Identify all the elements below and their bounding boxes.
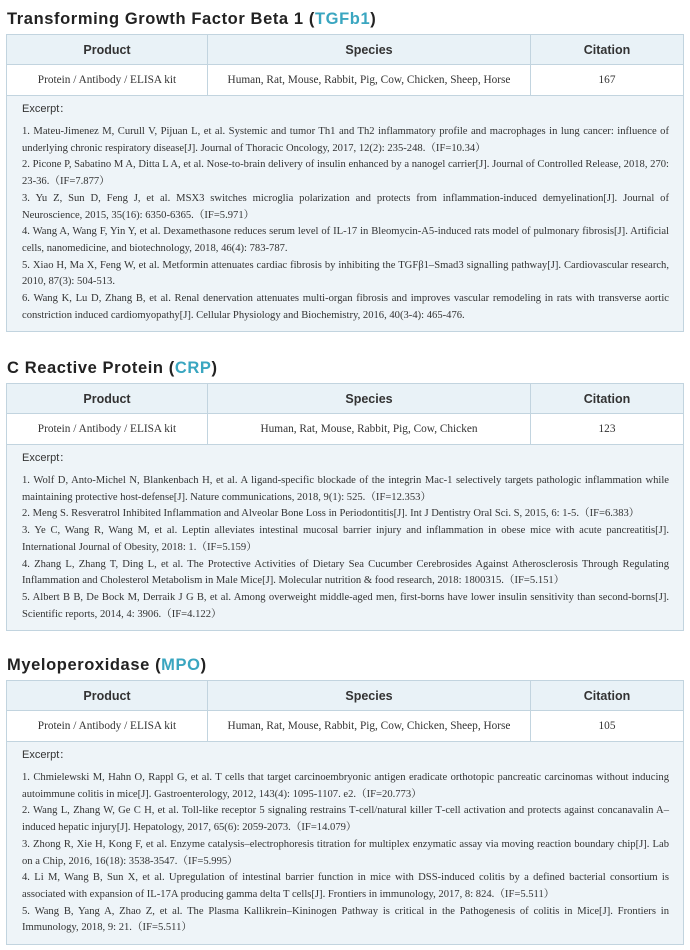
reference-item: 5. Albert B B, De Bock M, Derraik J G B, et al. Among overweight middle-aged men, first-borns have lower insulin sensitivity than second-borns[J]. Scientific reports, 2014, 4: 3906.（IF=4.122） bbox=[22, 591, 669, 620]
col-header-species: Species bbox=[208, 384, 531, 413]
product-table bbox=[6, 383, 684, 631]
section-title-text: Myeloperoxidase bbox=[7, 656, 150, 674]
cell-citation: 123 bbox=[598, 423, 616, 435]
section-title-text: C Reactive Protein bbox=[7, 359, 164, 377]
col-header-species: Species bbox=[208, 681, 531, 710]
reference-item: 2. Picone P, Sabatino M A, Ditta L A, et al. Nose-to-brain delivery of insulin enhanced by a nanogel carrier[J]. Journal of Controlled Release, 2018, 270: 23-36.（IF=7.877） bbox=[22, 159, 669, 188]
col-header-product: Product bbox=[7, 681, 208, 710]
reference-item: 4. Li M, Wang B, Sun X, et al. Upregulation of intestinal barrier function in mice with DSS-induced colitis by a defined bacterial consortium is associated with expansion of IL-17A producing gamma delta T cells[J]. Frontiers in immunology, 2017, 8: 824.（IF=5.511） bbox=[22, 872, 669, 900]
excerpt-label: Excerpt： bbox=[22, 749, 71, 761]
col-header-product: Product bbox=[7, 384, 208, 413]
reference-item: 4. Wang A, Wang F, Yin Y, et al. Dexamethasone reduces serum level of IL-17 in Bleomycin-A5-induced rats model of pulmonary fibrosis[J]. Artificial cells, nanomedicine, and biotechnology, 2018, 46(4): 783-787. bbox=[22, 226, 669, 254]
cell-product: Protein / Antibody / ELISA kit bbox=[7, 711, 208, 741]
cell-species: Human, Rat, Mouse, Rabbit, Pig, Cow, Chicken, Sheep, Horse bbox=[208, 711, 531, 741]
cell-product: Protein / Antibody / ELISA kit bbox=[7, 414, 208, 444]
reference-item: 2. Wang L, Zhang W, Ge C H, et al. Toll‐like receptor 5 signaling restrains T‐cell/natural killer T‐cell activation and protects against concanavalin A–induced hepatic injury[J]. Hepatology, 2017, 65(6): 2059-2073.（IF=14.079） bbox=[22, 805, 669, 834]
col-header-citation: Citation bbox=[583, 391, 631, 406]
table-header-row bbox=[7, 384, 683, 414]
cell-species: Human, Rat, Mouse, Rabbit, Pig, Cow, Chicken, Sheep, Horse bbox=[208, 65, 531, 95]
excerpt-panel bbox=[7, 445, 683, 630]
reference-item: 4. Zhang L, Zhang T, Ding L, et al. The Protective Activities of Dietary Sea Cucumber Cerebrosides Against Atherosclerosis Through Regulating Inflammation and Cholesterol Metabolism in Male Mice[J]. Molecular nutrition & food research, 2018: 1800315.（IF=5.151） bbox=[22, 558, 669, 587]
col-header-species: Species bbox=[208, 35, 531, 64]
reference-list bbox=[22, 473, 669, 623]
reference-item: 2. Meng S. Resveratrol Inhibited Inflammation and Alveolar Bone Loss in Periodontitis[J]. Int J Dentistry Oral Sci. S, 2015, 6: 1-5.（IF=6.383） bbox=[22, 508, 640, 520]
reference-item: 3. Zhong R, Xie H, Kong F, et al. Enzyme catalysis–electrophoresis titration for multiplex enzymatic assay via moving reaction boundary chip[J]. Lab on a Chip, 2016, 16(18): 3538-3547.（IF=5.995） bbox=[22, 838, 669, 867]
reference-item: 1. Mateu-Jimenez M, Curull V, Pijuan L, et al. Systemic and tumor Th1 and Th2 inflammatory profile and macrophages in lung cancer: influence of underlying chronic respiratory disease[J]. Journal of Thoracic Oncology, 2017, 12(2): 235-248.（IF=10.34） bbox=[22, 126, 669, 154]
section-abbr: TGFb1 bbox=[314, 10, 371, 28]
reference-item: 1. Chmielewski M, Hahn O, Rappl G, et al. T cells that target carcinoembryonic antigen eradicate orthotopic pancreatic carcinomas without inducing autoimmune colitis in mice[J]. Gastroenterology, 2012, 143(4): 1095-1107. e2.（IF=20.773） bbox=[22, 772, 669, 800]
reference-item: 3. Ye C, Wang R, Wang M, et al. Leptin alleviates intestinal mucosal barrier injury and inflammation in obese mice with acute pancreatitis[J]. International Journal of Obesity, 2018: 1.（IF=5.159） bbox=[22, 525, 669, 553]
reference-item: 1. Wolf D, Anto-Michel N, Blankenbach H, et al. A ligand-specific blockade of the integrin Mac-1 selectively targets pathologic inflammation while maintaining protective host-defense[J]. Nature communications, 2018, 9(1): 525.（IF=12.353） bbox=[22, 475, 669, 503]
cell-product: Protein / Antibody / ELISA kit bbox=[7, 65, 208, 95]
section-abbr: CRP bbox=[174, 359, 212, 377]
excerpt-panel bbox=[7, 742, 683, 944]
reference-item: 5. Xiao H, Ma X, Feng W, et al. Metformin attenuates cardiac fibrosis by inhibiting the TGFβ1–Smad3 signalling pathway[J]. Cardiovascular research, 2010, 87(3): 504-513. bbox=[22, 259, 669, 288]
reference-item: 6. Wang K, Lu D, Zhang B, et al. Renal denervation attenuates multi-organ fibrosis and improves vascular remodeling in rats with transverse aortic constriction induced cardiomyopathy[J]. Cellular Physiology and Biochemistry, 2016, 40(3-4): 465-476. bbox=[22, 293, 669, 321]
col-header-citation: Citation bbox=[583, 42, 631, 57]
section-tgfb1 bbox=[6, 8, 684, 332]
reference-item: 3. Yu Z, Sun D, Feng J, et al. MSX3 switches microglia polarization and protects from inflammation-induced demyelination[J]. Journal of Neuroscience, 2015, 35(16): 6350-6365.（IF=5.971） bbox=[22, 192, 669, 221]
table-row bbox=[7, 711, 683, 742]
section-title: Myeloperoxidase (MPO) bbox=[7, 656, 207, 674]
section-title: C Reactive Protein (CRP) bbox=[7, 359, 218, 377]
section-abbr: MPO bbox=[161, 656, 201, 674]
reference-item: 5. Wang B, Yang A, Zhao Z, et al. The Plasma Kallikrein–Kininogen Pathway is critical in the Pathogenesis of colitis in Mice[J]. Frontiers in Immunology, 2018, 9: 21.（IF=5.511） bbox=[22, 905, 669, 934]
product-table bbox=[6, 34, 684, 332]
cell-citation: 105 bbox=[598, 720, 616, 732]
excerpt-panel bbox=[7, 96, 683, 331]
col-header-citation: Citation bbox=[583, 688, 631, 703]
table-row bbox=[7, 65, 683, 96]
section-mpo bbox=[6, 654, 684, 945]
col-header-product: Product bbox=[7, 35, 208, 64]
section-title-text: Transforming Growth Factor Beta 1 bbox=[7, 10, 304, 28]
table-header-row bbox=[7, 681, 683, 711]
section-crp bbox=[6, 357, 684, 631]
cell-citation: 167 bbox=[598, 74, 616, 86]
cell-species: Human, Rat, Mouse, Rabbit, Pig, Cow, Chicken bbox=[208, 414, 531, 444]
product-table bbox=[6, 680, 684, 945]
reference-list bbox=[22, 124, 669, 324]
table-row bbox=[7, 414, 683, 445]
section-title: Transforming Growth Factor Beta 1 (TGFb1) bbox=[7, 10, 377, 28]
excerpt-label: Excerpt： bbox=[22, 103, 71, 115]
table-header-row bbox=[7, 35, 683, 65]
excerpt-label: Excerpt： bbox=[22, 452, 71, 464]
reference-list bbox=[22, 770, 669, 937]
